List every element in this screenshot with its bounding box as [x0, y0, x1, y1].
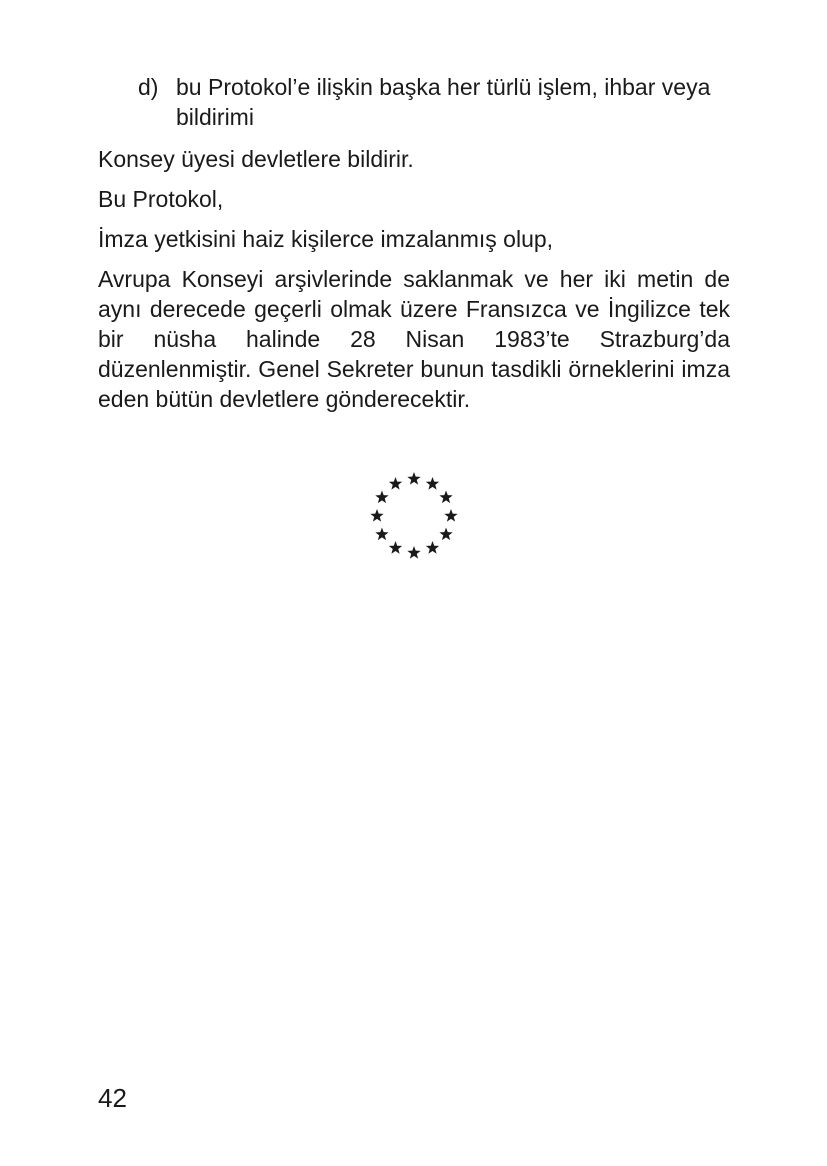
star-icon — [439, 491, 452, 504]
star-circle-icon — [364, 466, 464, 566]
paragraph-notification: Konsey üyesi devletlere bildirir. — [98, 146, 414, 172]
document-body — [98, 72, 730, 424]
star-icon — [426, 541, 439, 554]
list-marker: d) — [138, 74, 159, 100]
star-icon — [444, 509, 457, 522]
star-icon — [370, 509, 383, 522]
star-icon — [375, 491, 388, 504]
list-item-d — [138, 72, 730, 132]
paragraph-protocol: Bu Protokol, — [98, 186, 224, 212]
star-icon — [389, 541, 402, 554]
star-icon — [439, 528, 452, 541]
star-icon — [407, 546, 420, 559]
star-icon — [375, 528, 388, 541]
star-icon — [426, 477, 439, 490]
star-icon — [389, 477, 402, 490]
paragraph-closing: Avrupa Konseyi arşivlerinde saklanmak ve her iki metin de aynı derecede geçerli olmak üzere Fransızca ve İngilizce tek bir nüsha halinde 28 Nisan 1983’te Strazburg’da düzenlenmiştir. Genel Sekreter bunun tasdikli örneklerini imza eden bütün devletlere gönderecektir. — [98, 266, 730, 412]
list-item-text: bu Protokol’e ilişkin başka her türlü işlem, ihbar veya bildirimi — [176, 74, 711, 130]
star-icon — [407, 472, 420, 485]
paragraph-signatories: İmza yetkisini haiz kişilerce imzalanmış olup, — [98, 226, 554, 252]
page-number: 42 — [98, 1083, 127, 1113]
